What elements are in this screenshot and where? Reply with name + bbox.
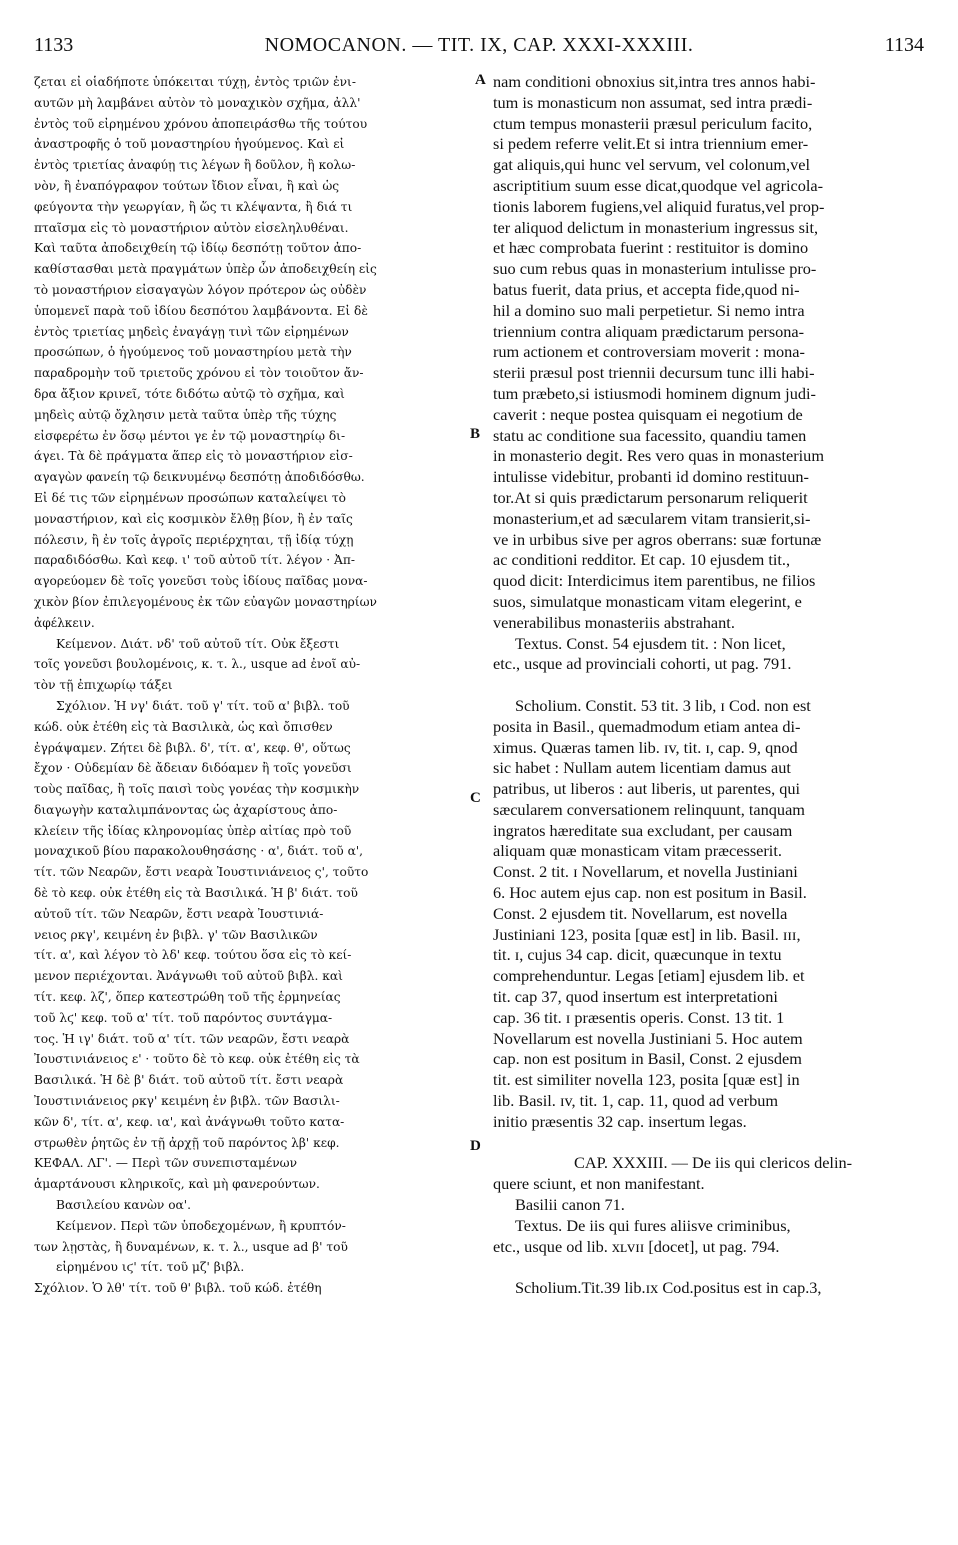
greek-line: δὲ τὸ κεφ. οὐκ ἐτέθη εἰς τὰ Βασιλικά. Ἡ β' διάτ. τοῦ <box>34 886 358 901</box>
latin-line: sic habet : Nullam autem licentiam damus aut <box>493 758 791 778</box>
latin-line: statu ac conditione sua facessito, quandiu tamen <box>493 425 807 445</box>
latin-line: Textus. Const. 54 ejusdem tit. : Non licet, <box>515 633 786 653</box>
latin-line: triennium contra aliquam prædictarum persona- <box>493 321 805 341</box>
greek-line: νὸν, ἢ ἐναπόγραφον τούτων ἴδιον εἶναι, ἢ καὶ ὡς <box>34 178 340 193</box>
latin-line: ximus. Quæras tamen lib. ɪv, tit. ɪ, cap. 9, qnod <box>493 737 798 757</box>
latin-line: tit. ɪ, cujus 34 cap. dicit, quæcunque in textu <box>493 945 782 965</box>
greek-line: μενον περιέχονται. Ἀνάγνωθι τοῦ αὐτοῦ βιβλ. καὶ <box>34 969 343 984</box>
latin-line: tit. cap 37, quod insertum est interpretationi <box>493 987 778 1007</box>
running-title: NOMOCANON. — TIT. IX, CAP. XXXI-XXXIII. <box>264 34 694 56</box>
latin-line: ve in urbibus sive per agros oberrans: suæ fortunæ <box>493 529 822 549</box>
greek-line: πταῖσμα εἰς τὸ μοναστήριον αὐτὸν εἰσεληλυθέναι. <box>34 220 349 235</box>
greek-line: εἰσφερέτω ἐν ὅσῳ μέντοι γε ἐν τῷ μοναστηρίῳ δι- <box>34 428 346 443</box>
latin-line: initio præsentis 32 cap. insertum legas. <box>493 1111 747 1131</box>
latin-line: posita in Basil., quemadmodum etiam antea di- <box>493 716 801 736</box>
greek-line: Εἰ δέ τις τῶν εἰρημένων προσώπων καταλείψει τὸ <box>34 490 346 505</box>
greek-line: τος. Ἡ ιγ' διάτ. τοῦ α' τίτ. τῶν νεαρῶν, ἔστι νεαρὰ <box>34 1031 350 1046</box>
greek-line: ἔχον · Οὐδεμίαν δὲ ἄδειαν διδόαμεν ἢ τοῖς γονεῦσι <box>34 761 352 776</box>
greek-line: Ἰουστινιάνειος ρκγ' κειμένη ἐν βιβλ. τῶν Βασιλι- <box>34 1094 340 1109</box>
greek-line: τοὺς παῖδας, ἢ τοῖς παισὶ τοὺς γονέας τὴν κοσμικὴν <box>34 782 360 797</box>
greek-line: ἀναστροφῆς ὁ τοῦ μοναστηρίου ἡγούμενος. Καὶ εἰ <box>34 137 345 152</box>
latin-line: aliquam quæ monasticam vitam præcesserit. <box>493 841 782 861</box>
latin-line: etc., usque od lib. xʟvɪɪ [docet], ut pag. 794. <box>493 1236 780 1256</box>
latin-line: tor.At si quis prædictarum personarum reliquerit <box>493 487 808 507</box>
greek-line: μοναστήριον, καὶ εἰς κοσμικὸν ἔλθῃ βίον, ἢ ἐν ταῖς <box>34 511 353 526</box>
greek-line: πόλεσιν, ἢ ἐν τοῖς ἀγροῖς περιέρχηται, τῇ ἰδίᾳ τύχῃ <box>34 532 354 547</box>
greek-line: νειος ρκγ', κειμένη ἐν βιβλ. γ' τῶν Βασιλικῶν <box>34 927 318 942</box>
margin-marker-a: A <box>475 72 486 88</box>
latin-line: Const. 2 ejusdem tit. Novellarum, est novella <box>493 903 788 923</box>
latin-line <box>493 1133 933 1154</box>
greek-line: ἐντὸς τριετίας ἀναφύῃ τις λέγων ἢ δοῦλον, ἢ κολω- <box>34 158 356 173</box>
latin-line: et hæc comprobata fuerint : restituitor is domino <box>493 238 809 258</box>
latin-line: etc., usque ad provinciali cohorti, ut pag. 791. <box>493 654 792 674</box>
greek-line: άγει. Τὰ δὲ πράγματα ἅπερ εἰς τὸ μοναστήριον εἰσ- <box>34 449 353 464</box>
margin-marker-c: C <box>470 790 481 806</box>
latin-line: cap. 36 tit. ɪ præsentis operis. Const. 13 tit. 1 <box>493 1007 785 1027</box>
latin-line: Scholium.Tit.39 lib.ɪx Cod.positus est in cap.3, <box>515 1278 822 1298</box>
latin-line: Const. 2 tit. ɪ Novellarum, et novella Justiniani <box>493 862 798 882</box>
greek-line: αὐτοῦ τίτ. τῶν Νεαρῶν, ἔστι νεαρὰ Ἰουστινιά- <box>34 906 324 921</box>
latin-line: gat aliquis,qui hunc vel servum, vel colonum,vel <box>493 155 810 175</box>
greek-line: ὑπομενεῖ παρὰ τοῦ ἰδίου δεσπότου λαμβάνοντα. Εἰ δὲ <box>34 303 368 318</box>
margin-marker-d: D <box>470 1138 481 1154</box>
greek-line: προσώπων, ὁ ἡγούμενος τοῦ μοναστηρίου μετὰ τὴν <box>34 345 352 360</box>
greek-line: μηδεὶς αὐτῷ ὄχλησιν μετὰ ταῦτα ὑπὲρ τῆς τύχης <box>34 407 337 422</box>
greek-line: Ἰουστινιάνειος ε' · τοῦτο δὲ τὸ κεφ. οὐκ ἐτέθη εἰς τὰ <box>34 1052 360 1067</box>
greek-line: εἰρημένου ιϛ' τίτ. τοῦ μζ' βιβλ. <box>56 1260 245 1275</box>
latin-line: Scholium. Constit. 53 tit. 3 lib, ɪ Cod. non est <box>515 695 811 715</box>
latin-line: intulisse videbitur, probanti id domino restituun- <box>493 467 809 487</box>
latin-line: quod dicit: Interdicimus item parentibus, ne filios <box>493 571 816 591</box>
latin-line: lib. Basil. ɪv, tit. 1, cap. 11, quod ad verbum <box>493 1091 779 1111</box>
latin-line: Textus. De iis qui fures aliisve criminibus, <box>515 1215 791 1235</box>
latin-text-column <box>493 72 933 1299</box>
greek-line: κῶν δ', τίτ. α', κεφ. ια', καὶ ἀνάγνωθι τοῦτο κατα- <box>34 1114 345 1129</box>
greek-line: Βασιλείου κανὼν οα'. <box>56 1198 191 1213</box>
latin-line: Novellarum est novella Justiniani 5. Hoc autem <box>493 1028 803 1048</box>
running-header <box>0 34 958 64</box>
greek-line: ἐντὸς τριετίας μηδεὶς ἐναγάγῃ τινὶ τῶν εἰρημένων <box>34 324 349 339</box>
greek-line: κλείειν τῆς ἰδίας κληρονομίας ὑπὲρ αἰτίας πρὸ τοῦ <box>34 823 352 838</box>
latin-line: ter aliquod delictum in monasterium ingressus sit, <box>493 217 819 237</box>
latin-line: quere sciunt, et non manifestant. <box>493 1174 705 1194</box>
greek-line: χικὸν βίον ἐπιλεγομένους ἐκ τῶν εὐαγῶν μοναστηρίων <box>34 594 377 609</box>
greek-line: ζεται εἰ οἱαδήποτε ὑπόκειται τύχῃ, ἐντὸς τριῶν ἐνι- <box>34 75 356 89</box>
latin-line: CAP. XXXIII. — De iis qui clericos delin- <box>573 1153 853 1173</box>
greek-line: στρωθὲν ῥητῶς ἐν τῇ ἀρχῇ τοῦ παρόντος λβ' κεφ. <box>34 1135 340 1150</box>
latin-line <box>493 1257 933 1278</box>
greek-line: παραδρομὴν τοῦ τριετοῦς χρόνου εἰ τὸν τοιοῦτον ἄν- <box>34 366 364 381</box>
latin-line: rum actionem et controversiam moverit : mona- <box>493 342 805 362</box>
greek-line: τὸν τῇ ἐπιχωρίῳ τάξει <box>34 678 173 693</box>
latin-line: sæcularem conversationem relinquunt, tanquam <box>493 799 805 819</box>
greek-line: ἀφέλκειν. <box>34 615 95 630</box>
greek-line: των λῃστὰς, ἢ δυναμένων, κ. τ. λ., usque ad β' τοῦ <box>34 1239 348 1254</box>
margin-marker-b: B <box>470 426 481 442</box>
greek-line: καθίστασθαι μετὰ πραγμάτων ὑπὲρ ὧν ἀποδειχθείη εἰς <box>34 262 377 277</box>
greek-line: τίτ. κεφ. λζ', ὅπερ κατεστρώθη τοῦ τῆς ἑρμηνείας <box>34 990 341 1005</box>
latin-line: ac conditioni redditor. Et cap. 10 ejusdem tit., <box>493 550 791 570</box>
greek-line: Σχόλιον. Ἡ νγ' διάτ. τοῦ γ' τίτ. τοῦ α' βιβλ. τοῦ <box>56 698 350 713</box>
latin-line: Justiniani 123, posita [quæ est] in lib. Basil. ɪɪɪ, <box>493 924 801 944</box>
latin-line: 6. Hoc autem ejus cap. non est positum in Basil. <box>493 883 807 903</box>
latin-line: hil a domino suo mali perpetietur. Si nemo intra <box>493 300 805 320</box>
greek-text-column <box>34 72 484 1299</box>
latin-line: ctum tempus monasterii præsul periculum facito, <box>493 113 813 133</box>
latin-line: in monasterio degit. Res vero quas in monasterium <box>493 446 824 466</box>
latin-line: ascriptitium suum esse dicat,quodque vel agricola- <box>493 175 824 195</box>
greek-line: διαγωγὴν καταλιμπάνοντας ὡς ἀχαρίστους ἀπο- <box>34 802 338 817</box>
latin-line: nam conditioni obnoxius sit,intra tres annos habi- <box>493 72 816 91</box>
greek-line: τίτ. α', καὶ λέγον τὸ λδ' κεφ. τούτου ὅσα εἰς τὸ κεί- <box>34 948 352 963</box>
latin-line: tionis laborem fugiens,vel aliquid furatus,vel prop- <box>493 196 825 216</box>
latin-line: tit. est similiter novella 123, posita [quæ est] in <box>493 1070 800 1090</box>
latin-line: monasterium,et ad sæcularem vitam transierit,si- <box>493 508 811 528</box>
greek-line: τοῦ λϛ' κεφ. τοῦ α' τίτ. τοῦ παρόντος συντάγμα- <box>34 1010 333 1025</box>
latin-line: batus fuerit, data prius, et accepta fide,quod ni- <box>493 279 800 299</box>
greek-line: κώδ. οὐκ ἐτέθη εἰς τὰ Βασιλικὰ, ὡς καὶ ὄπισθεν <box>34 719 333 734</box>
latin-line: tum præbeto,si istiusmodi hominem dignum judi- <box>493 383 816 403</box>
latin-line: si pedem referre velit.Et si intra triennium emer- <box>493 134 809 154</box>
greek-line: Καὶ ταῦτα ἀποδειχθείη τῷ ἰδίῳ δεσπότῃ τοῦτον ἀπο- <box>34 241 362 256</box>
latin-line: sterii præsul post triennii decursum tunc illi habi- <box>493 363 815 383</box>
latin-line: cap. non est positum in Basil, Const. 2 ejusdem <box>493 1049 802 1069</box>
greek-line: αυτῶν μὴ λαμβάνει αὐτὸν τὸ μοναχικὸν σχῆμα, ἀλλ' <box>34 95 361 110</box>
latin-line: caverit : neque postea quisquam ei negotium de <box>493 404 803 424</box>
latin-line: patribus, ut liberos : aut liberis, ut parentes, qui <box>493 779 801 799</box>
greek-line: παραδιδόσθω. Καὶ κεφ. ι' τοῦ αὐτοῦ τίτ. λέγον · Ἀπ- <box>34 553 355 568</box>
page-number-right: 1134 <box>884 34 924 56</box>
latin-line: Basilii canon 71. <box>515 1195 625 1215</box>
greek-line: τὸ μοναστήριον εἰσαγαγὼν λόγον πρότερον ὡς οὐδὲν <box>34 282 367 297</box>
latin-line: ingratos hæreditate sua excludant, per causam <box>493 820 793 840</box>
greek-line: Κείμενον. Διάτ. νδ' τοῦ αὐτοῦ τίτ. Οὐκ ἔξεστι <box>56 636 340 651</box>
greek-line: δρα ἄξιον κρινεῖ, τότε διδότω αὐτῷ τὸ σχῆμα, καὶ <box>34 386 345 401</box>
latin-line: venerabilibus monasteriis abstrahant. <box>493 612 735 632</box>
latin-line: suos, simulatque monasticam vitam elegerint, e <box>493 591 802 611</box>
latin-line: suo cum rebus quas in monasterium intulisse pro- <box>493 259 817 279</box>
greek-line: Βασιλικά. Ἡ δὲ β' διάτ. τοῦ αὐτοῦ τίτ. ἔστι νεαρὰ <box>34 1073 344 1088</box>
page-number-left: 1133 <box>34 34 74 56</box>
greek-line: φεύγοντα τὴν γεωργίαν, ἢ ὥς τι κλέψαντα, ἢ διά τι <box>34 199 353 214</box>
greek-line: ΚΕΦΑΛ. ΛΓ'. — Περὶ τῶν συνεπισταμένων <box>34 1156 298 1171</box>
greek-line: τοῖς γονεῦσι βουλομένοις, κ. τ. λ., usque ad ἐνοῖ αὐ- <box>34 657 361 672</box>
greek-line: τίτ. τῶν Νεαρῶν, ἔστι νεαρὰ Ἰουστινιάνειος ς', τοῦτο <box>34 865 369 880</box>
latin-line: tum is monasticum non assumat, sed intra prædi- <box>493 92 813 112</box>
latin-line: comprehenduntur. Legas [etiam] ejusdem lib. et <box>493 966 805 986</box>
latin-line <box>493 675 933 696</box>
greek-line: μοναχικοῦ βίου παρακολουθησάσης · α', διάτ. τοῦ α', <box>34 844 364 859</box>
greek-line: αγαγὼν φανείη τῷ δεικνυμένῳ δεσπότῃ ἀποδιδόσθω. <box>34 470 365 485</box>
greek-line: ἁμαρτάνουσι κληρικοῖς, καὶ μὴ φανερούντων. <box>34 1177 320 1192</box>
greek-line: Σχόλιον. Ὁ λθ' τίτ. τοῦ θ' βιβλ. τοῦ κώδ. ἐτέθη <box>34 1281 322 1296</box>
greek-line: ἐγράψαμεν. Ζήτει δὲ βιβλ. δ', τίτ. α', κεφ. θ', οὕτως <box>34 740 351 755</box>
greek-line: αγορεύομεν δὲ τοῖς γονεῦσι τοὺς ἰδίους παῖδας μονα- <box>34 574 368 589</box>
greek-line: ἐντὸς τοῦ εἰρημένου χρόνου ἀποπειράσθω τῆς τούτου <box>34 116 368 131</box>
greek-line: Κείμενον. Περὶ τῶν ὑποδεχομένων, ἢ κρυπτόν- <box>56 1218 346 1233</box>
